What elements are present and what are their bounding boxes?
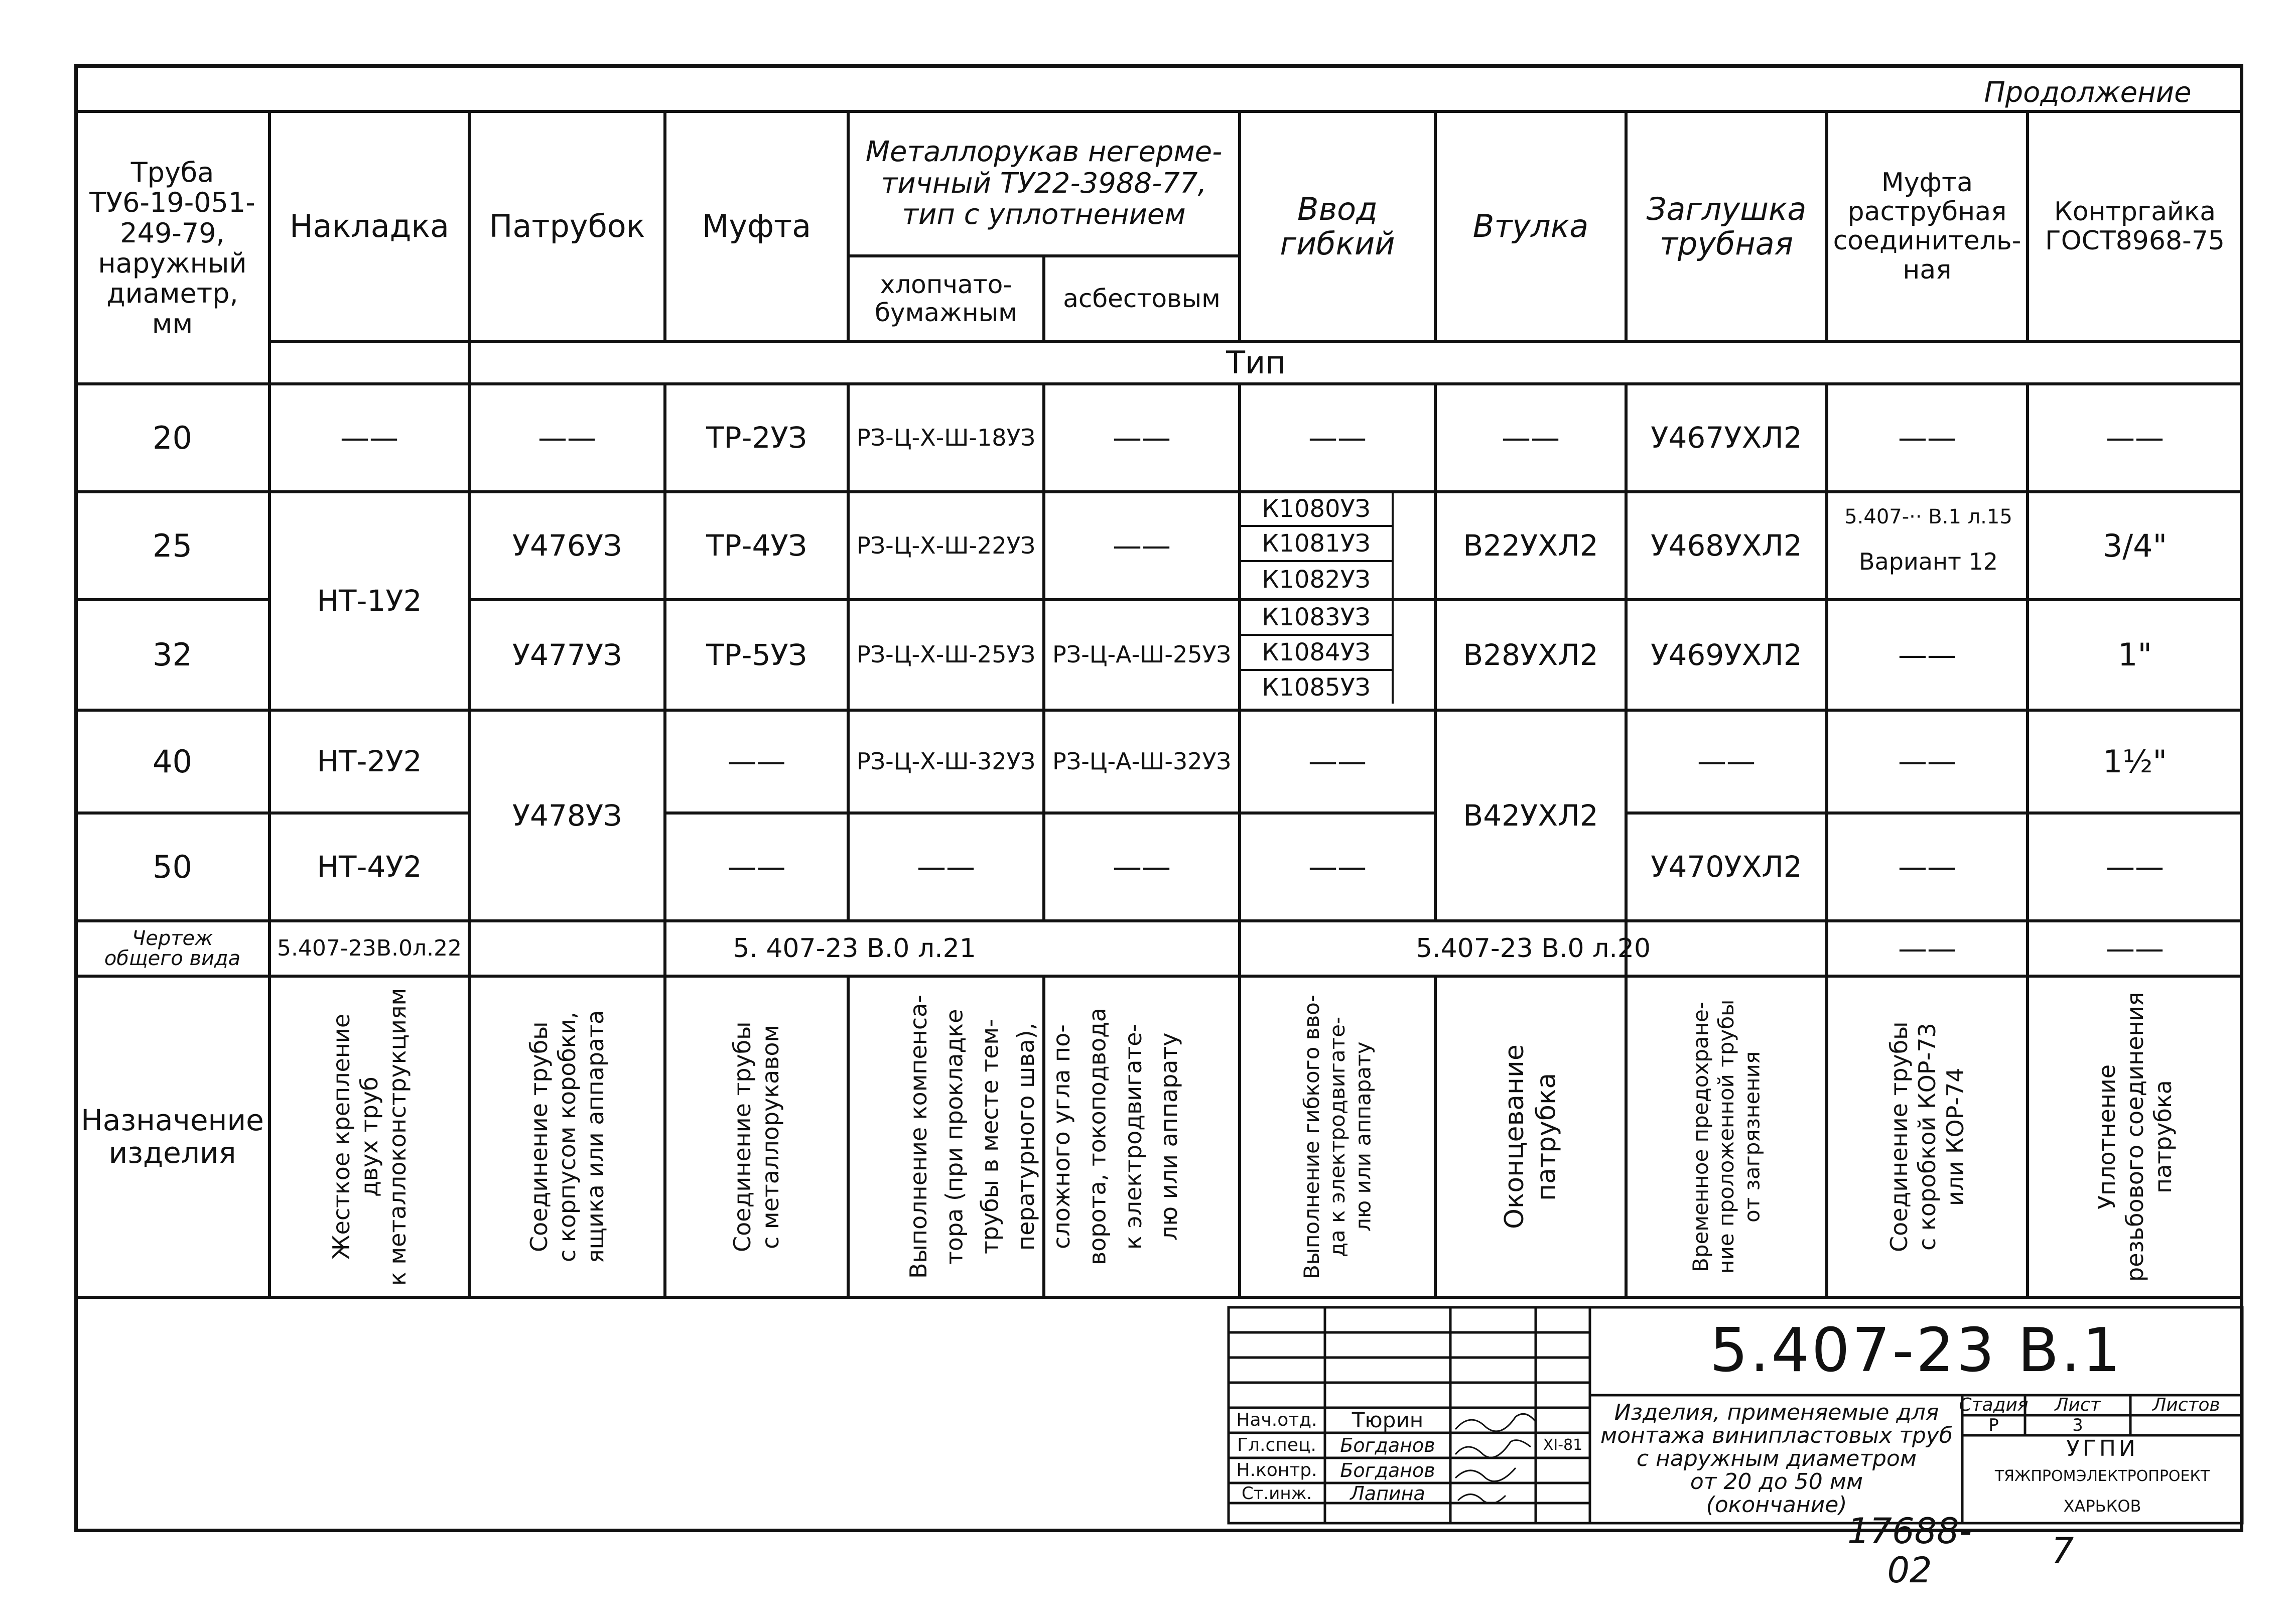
continuation-label: Продолжение xyxy=(1984,76,2192,109)
row50-asbestos: —— xyxy=(1113,850,1171,884)
header-mufta-rastrub: Муфта раструбная соединитель- ная xyxy=(1833,167,2021,286)
org-name-2: ТЯЖПРОМЭЛЕКТРОПРОЕКТ xyxy=(1994,1467,2210,1485)
row32-diameter: 32 xyxy=(153,636,192,673)
stage-value: Р xyxy=(1988,1415,1999,1435)
header-vvod: Ввод гибкий xyxy=(1280,190,1395,262)
row25-diameter: 25 xyxy=(153,527,192,564)
drawing-label: Чертеж общего вида xyxy=(104,927,241,970)
row20-asbestos: —— xyxy=(1113,421,1171,455)
header-nakladka: Накладка xyxy=(290,208,449,245)
org-name-3: ХАРЬКОВ xyxy=(2063,1497,2141,1516)
row32-vvod-2: К1084УЗ xyxy=(1262,638,1371,667)
row32-vvod-1: К1083УЗ xyxy=(1262,603,1371,632)
row50-zaglushka: У470УХЛ2 xyxy=(1651,850,1802,884)
row25-vvod-2: К1081УЗ xyxy=(1262,529,1371,558)
row25-cotton: РЗ-Ц-Х-Ш-22УЗ xyxy=(856,531,1036,559)
row40-nakladka: НТ-2У2 xyxy=(317,744,422,779)
row20-kontrgaika: —— xyxy=(2106,421,2164,455)
purpose-metallorukav: Выполнение компенса- тора (при прокладке трубы в месте тем- пературного шва), сложного угла по- ворота, токоподвода к электродвигате- лю или аппарату xyxy=(904,995,1182,1279)
name-1: Тюрин xyxy=(1352,1408,1424,1433)
purpose-vvod: Выполнение гибкого вво- да к электродвигате- лю или аппарату xyxy=(1299,994,1376,1279)
header-pipe: Труба ТУ6-19-051- 249-79, наружный диаметр, мм xyxy=(89,156,255,340)
purpose-kontrgaika: Уплотнение резьбового соединения патрубка xyxy=(2093,992,2177,1282)
archive-number: 17688-02 xyxy=(1847,1510,1972,1591)
row50-mufta: —— xyxy=(727,850,786,884)
row20-nakladka: —— xyxy=(340,421,398,455)
row20-vtulka: —— xyxy=(1502,421,1560,455)
row40-asbestos: РЗ-Ц-А-Ш-32УЗ xyxy=(1052,747,1232,775)
name-4: Лапина xyxy=(1350,1482,1425,1505)
row25-vvod-1: К1080УЗ xyxy=(1262,495,1371,523)
header-patrubok: Патрубок xyxy=(489,208,645,245)
row40-cotton: РЗ-Ц-Х-Ш-32УЗ xyxy=(856,747,1036,775)
row20-diameter: 20 xyxy=(153,419,192,456)
row50-cotton: —— xyxy=(917,850,975,884)
drawing-ref-kontrgaika: —— xyxy=(2106,931,2164,966)
row32-vvod-3: К1085УЗ xyxy=(1262,673,1371,702)
header-kontrgaika: Контргайка ГОСТ8968-75 xyxy=(2045,196,2225,256)
row20-patrubok: —— xyxy=(538,421,596,455)
row25-32-nakladka: НТ-1У2 xyxy=(317,584,422,618)
drawing-ref-nakladka: 5.407-23В.0л.22 xyxy=(277,935,462,962)
header-sub-cotton: хлопчато- бумажным xyxy=(875,270,1017,327)
purpose-nakladka: Жесткое крепление двух труб к металлоконструкциям xyxy=(327,988,412,1286)
header-mufta: Муфта xyxy=(702,208,812,245)
row20-zaglushka: У467УХЛ2 xyxy=(1651,421,1802,455)
row32-rastrub: —— xyxy=(1898,637,1956,672)
drawing-ref-right: 5.407-23 В.0 л.20 xyxy=(1415,933,1651,964)
row25-rastrub-ref: 5.407-·· В.1 л.15 xyxy=(1844,505,2012,528)
row25-rastrub-variant: Вариант 12 xyxy=(1858,548,1998,576)
document-code: 5.407-23 В.1 xyxy=(1709,1316,2123,1386)
row20-vvod: —— xyxy=(1308,421,1367,455)
row25-vvod-3: К1082УЗ xyxy=(1262,566,1371,594)
name-3: Богданов xyxy=(1340,1459,1435,1481)
row40-50-patrubok: У478УЗ xyxy=(512,798,622,833)
stage-header: Стадия xyxy=(1959,1394,2029,1415)
header-zaglushka: Заглушка трубная xyxy=(1646,190,1807,262)
purpose-vtulka: Оконцевание патрубка xyxy=(1499,1044,1561,1229)
row32-vtulka: В28УХЛ2 xyxy=(1463,637,1598,672)
header-vtulka: Втулка xyxy=(1472,208,1589,245)
row32-zaglushka: У469УХЛ2 xyxy=(1651,637,1802,672)
row25-zaglushka: У468УХЛ2 xyxy=(1651,528,1802,563)
role-2: Гл.спец. xyxy=(1237,1434,1316,1455)
row40-vvod: —— xyxy=(1308,744,1367,779)
row32-mufta: ТР-5УЗ xyxy=(706,637,807,672)
row32-patrubok: У477УЗ xyxy=(512,637,622,672)
row50-nakladka: НТ-4У2 xyxy=(317,850,422,884)
row50-diameter: 50 xyxy=(153,848,192,885)
purpose-label: Назначение изделия xyxy=(81,1103,264,1170)
sheet-header: Лист xyxy=(2055,1394,2101,1415)
purpose-patrubok: Соединение трубы с корпусом коробки, ящика или аппарата xyxy=(525,1010,609,1264)
header-sub-asbestos: асбестовым xyxy=(1063,284,1221,313)
header-metallorukav: Металлорукав негерме- тичный ТУ22-3988-77, тип с уплотнением xyxy=(865,135,1223,231)
purpose-rastrub: Соединение трубы с коробкой КОР-73 или КОР-74 xyxy=(1885,1021,1969,1252)
row32-cotton: РЗ-Ц-Х-Ш-25УЗ xyxy=(856,641,1036,668)
row25-asbestos: —— xyxy=(1113,528,1171,563)
role-3: Н.контр. xyxy=(1236,1459,1317,1480)
header-type: Тип xyxy=(1226,344,1286,381)
drawing-ref-middle: 5. 407-23 В.0 л.21 xyxy=(733,933,976,964)
row32-asbestos: РЗ-Ц-А-Ш-25УЗ xyxy=(1052,641,1232,668)
org-name-1: УГПИ xyxy=(2066,1436,2138,1462)
row50-kontrgaika: —— xyxy=(2106,850,2164,884)
row40-50-vtulka: В42УХЛ2 xyxy=(1463,798,1598,833)
row25-vtulka: В22УХЛ2 xyxy=(1463,528,1598,563)
row32-kontrgaika: 1" xyxy=(2118,636,2152,673)
document-description: Изделия, применяемые для монтажа винипластовых труб с наружным диаметром от 20 до 50 мм (окончание) xyxy=(1600,1399,1953,1518)
row25-mufta: ТР-4УЗ xyxy=(706,528,807,563)
row40-rastrub: —— xyxy=(1898,744,1956,779)
drawing-ref-rastrub: —— xyxy=(1898,931,1956,966)
name-2: Богданов xyxy=(1340,1434,1435,1456)
date-value: XI-81 xyxy=(1543,1436,1583,1454)
row20-mufta: ТР-2УЗ xyxy=(706,421,807,455)
row40-mufta: —— xyxy=(727,744,786,779)
purpose-mufta: Соединение трубы с металлорукавом xyxy=(729,1021,784,1252)
row40-zaglushka: —— xyxy=(1697,744,1756,779)
purpose-zaglushka: Временное предохране- ние проложенной трубы от загрязнения xyxy=(1688,999,1765,1274)
row20-cotton: РЗ-Ц-Х-Ш-18УЗ xyxy=(856,424,1036,451)
role-4: Ст.инж. xyxy=(1241,1483,1312,1504)
page-number: 7 xyxy=(2051,1530,2074,1571)
row50-vvod: —— xyxy=(1308,850,1367,884)
row20-rastrub: —— xyxy=(1898,421,1956,455)
role-1: Нач.отд. xyxy=(1236,1409,1317,1430)
sheets-header: Листов xyxy=(2152,1394,2220,1415)
row40-diameter: 40 xyxy=(153,743,192,780)
sheet-value: 3 xyxy=(2072,1415,2083,1435)
row25-kontrgaika: 3/4" xyxy=(2102,527,2168,564)
row50-rastrub: —— xyxy=(1898,850,1956,884)
row40-kontrgaika: 1½" xyxy=(2102,743,2168,780)
row25-patrubok: У476УЗ xyxy=(512,528,622,563)
